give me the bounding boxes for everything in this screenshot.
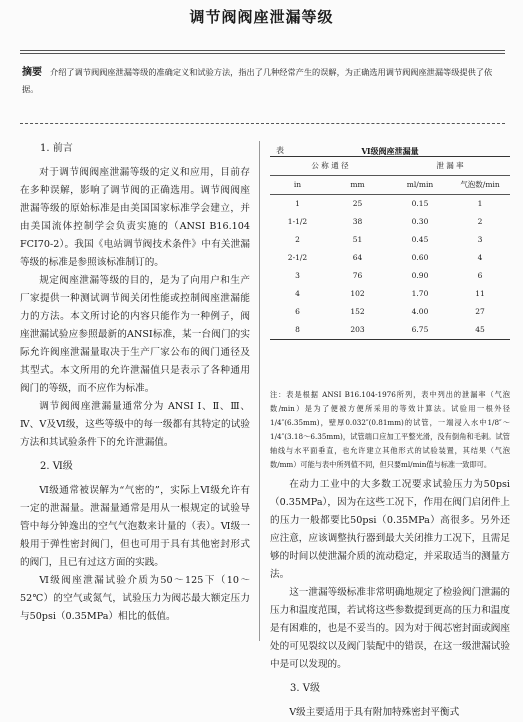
table-cell: 4 — [477, 253, 483, 262]
section-heading-3: 3. Ⅴ级 — [290, 683, 320, 694]
table-cell: 25 — [352, 199, 363, 208]
table-row — [270, 195, 510, 214]
table-cell: 1 — [477, 199, 483, 208]
table-cell: 64 — [352, 253, 363, 262]
table-body — [270, 195, 510, 340]
table-cell: 1.70 — [411, 289, 429, 298]
table-cell: 2 — [477, 217, 483, 226]
table-cell: 27 — [475, 307, 485, 316]
table-row — [270, 213, 510, 231]
table-cell: 0.15 — [411, 199, 429, 208]
paragraph-intro-1: 对于调节阀阀座泄漏等级的定义和应用，目前存在多种误解，影响了调节阀的正确选用。调节阀阀座泄漏等级的原始标准是由美国国家标准学会建立，并由美国流体控制学会负责实施的（ANSI B16.104 FCI70-2）。我国《电站调节阀技术条件》中有关泄漏等级的标准是参照该标准制订的。 — [20, 167, 250, 268]
section-heading-1: 1. 前言 — [40, 143, 73, 154]
table-row — [270, 267, 510, 285]
table-cell: 1-1/2 — [287, 217, 308, 226]
leakage-table — [270, 156, 510, 340]
table-header-diameter: 公 称 通 径 — [311, 161, 349, 170]
table-cell: 45 — [475, 325, 485, 334]
left-column — [20, 140, 250, 626]
paragraph-intro-3: 调节阀阀座泄漏量通常分为 ANSI Ⅰ、Ⅱ、Ⅲ、Ⅳ、Ⅴ及Ⅵ级，这些等级中的每一级都有其特定的试验方法和其试验条件下的允许泄漏值。 — [20, 401, 250, 448]
table-caption — [270, 142, 510, 156]
table-unit: in — [293, 180, 302, 189]
table-cell: 0.60 — [411, 253, 429, 262]
table-cell: 4 — [295, 289, 300, 298]
right-column — [270, 142, 510, 722]
table-cell: 0.45 — [411, 235, 429, 244]
column-divider — [259, 141, 260, 641]
table-cell: 4.00 — [411, 307, 429, 316]
abstract-text: 介绍了调节阀阀座泄漏等级的准确定义和试验方法，指出了几种经常产生的误解，为正确选用调节阀阀座泄漏等级提供了依据。 — [22, 67, 493, 94]
page-title: 调节阀阀座泄漏等级 — [189, 8, 334, 26]
table-cell: 76 — [352, 271, 363, 280]
table-cell: 0.90 — [411, 271, 429, 280]
paragraph-class6-1: Ⅵ级通常被误解为“气密的”，实际上Ⅵ级允许有一定的泄漏量。泄漏量通常是用从一根规定的试验导管中每分钟逸出的空气气泡数来计量的（表）。Ⅵ级一般用于弹性密封阀门，但也可用于具有其他密封形式的阀门，且已有过这方面的实践。 — [20, 485, 250, 568]
title-rule — [20, 50, 505, 51]
table-cell: 38 — [352, 217, 363, 226]
table-cell: 6 — [295, 307, 300, 316]
table-cell: 203 — [350, 325, 365, 334]
table-caption-title: Ⅵ级阀座泄漏量 — [361, 146, 419, 156]
paragraph-class6-4: 这一泄漏等级标准非常明确地规定了检验阀门泄漏的压力和温度范围，若试将这些参数提到更高的压力和温度是有困难的，也是不妥当的。因为对于阀芯密封面或阀座处的可见裂纹以及阀门装配中的错误，在这一级泄漏试验中是可以发现的。 — [270, 587, 510, 670]
section-heading-2: 2. Ⅵ级 — [40, 461, 73, 472]
table-cell: 152 — [350, 307, 365, 316]
table-row — [270, 249, 510, 267]
title-rule-2 — [20, 53, 505, 54]
table-cell: 2 — [295, 235, 300, 244]
paragraph-class6-3: 在动力工业中的大多数工况要求试验压力为50psi（0.35MPa），因为在这些工况下，作用在阀门启闭件上的压力一般都要比50psi（0.35MPa）高很多。另外还应注意，应该调整执行器到最大关闭推力工况下，且需足够的时间以使泄漏介质的流动稳定，并采取适当的测量方法。 — [270, 479, 510, 580]
table-header-leakage: 泄 漏 率 — [436, 161, 464, 170]
table-row — [270, 303, 510, 321]
paragraph-class5-1: Ⅴ级主要适用于具有附加特殊密封平衡式 — [289, 707, 460, 718]
paragraph-intro-2: 规定阀座泄漏等级的目的，是为了向用户和生产厂家提供一种测试调节阀关闭性能或控制阀座泄漏能力的方法。本文所讨论的内容只能作为一种例子，阀座泄漏试验应参照最新的ANSI标准，某一台阀门的实际允许阀座泄漏量取决于生产厂家公布的阀门通径及其型式。本文所用的允许泄漏值只是表示了各种通用阀门的等级，而不应作为标准。 — [20, 275, 250, 394]
table-row — [270, 285, 510, 303]
table-row — [270, 231, 510, 249]
table-cell: 6.75 — [411, 325, 429, 334]
table-cell: 6 — [477, 271, 483, 280]
table-unit: 气泡数/min — [460, 180, 500, 189]
abstract-label: 摘要 — [22, 67, 42, 78]
table-unit: mm — [350, 180, 365, 189]
table-cell: 3 — [295, 271, 300, 280]
table-note: 注：表是根据 ANSI B16.104-1976所列，表中列出的泄漏率（气泡数/min）是为了便被方便所采用的等效计算法。试验用一根外径1/4″(6.35mm)，壁厚0.032″(0.81mm)的试管，一端浸入水中1/8″～1/4″(3.18～6.35mm)，试管端口应加工平整光滑，没有倒角和毛刺。试管轴线与水平面垂直，也允许建立其他形式的试验装置，其结果（气泡数/mm）可能与表中所列值不同，但只要ml/min值与标准一致即可。 — [270, 390, 510, 469]
table-cell: 8 — [295, 325, 300, 334]
paragraph-class6-2: Ⅵ级阀座泄漏试验介质为50～125下（10～52℃）的空气或氮气，试验压力为阀芯最大额定压力与50psi（0.35MPa）相比的低值。 — [20, 575, 250, 622]
table-cell: 1 — [295, 199, 300, 208]
table-cell: 11 — [475, 289, 485, 298]
table-unit: ml/min — [406, 180, 434, 189]
table-cell: 3 — [477, 235, 483, 244]
abstract — [22, 64, 507, 98]
abstract-rule — [20, 123, 505, 124]
table-cell: 0.30 — [411, 217, 429, 226]
table-cell: 2-1/2 — [287, 253, 308, 262]
table-cell: 102 — [350, 289, 365, 298]
table-cell: 51 — [352, 235, 363, 244]
table-caption-label: 表 — [276, 146, 284, 155]
table-row — [270, 321, 510, 340]
